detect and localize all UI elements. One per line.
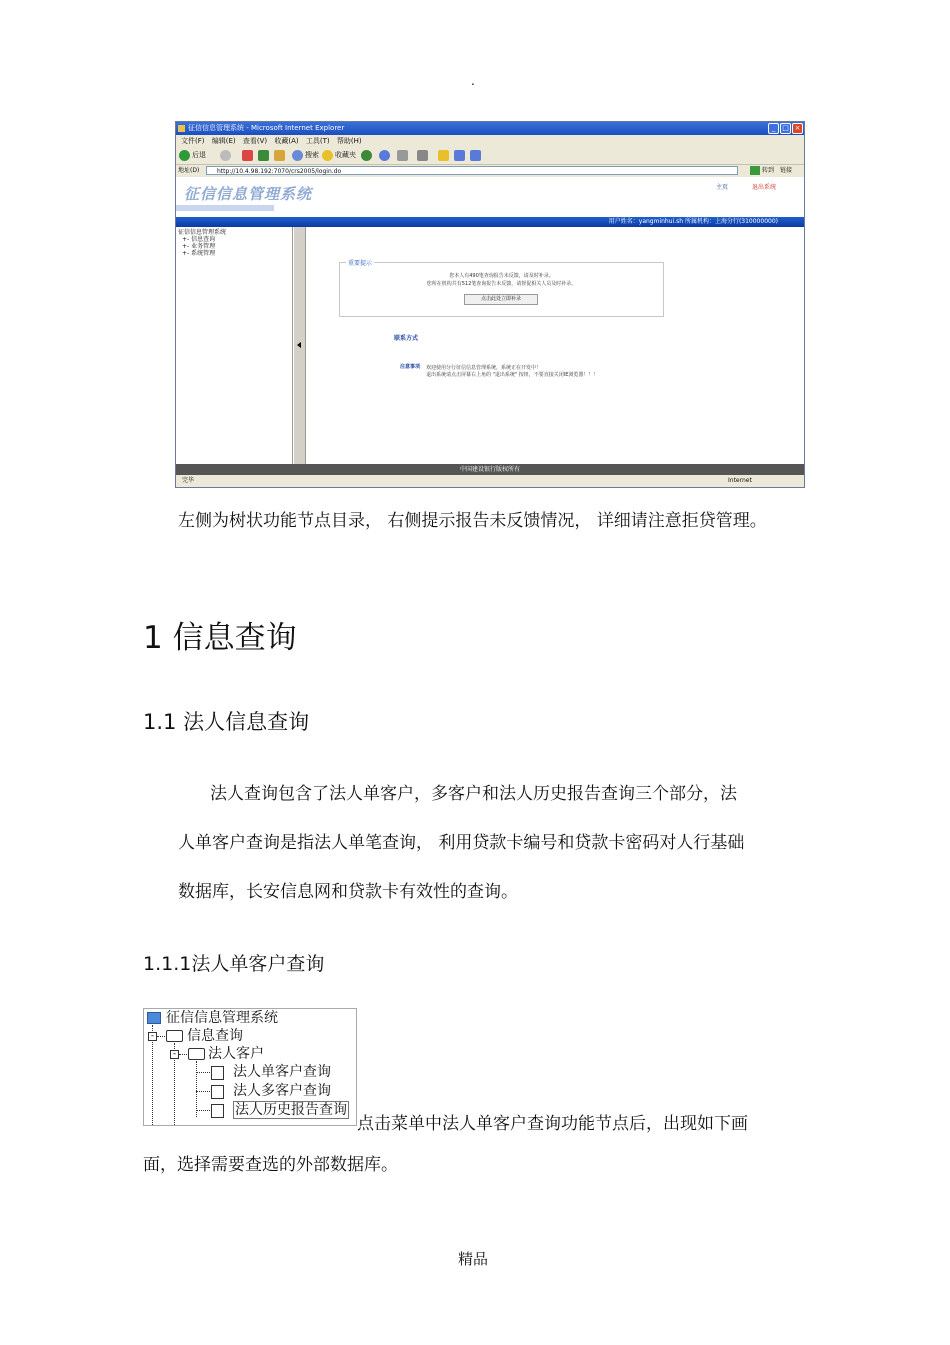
document-icon <box>211 1085 224 1099</box>
tree-guide-line <box>157 1036 165 1037</box>
heading-1-1-1: 1.1.1法人单客户查询 <box>143 953 325 975</box>
history-icon[interactable] <box>379 150 390 161</box>
toolbar <box>176 147 804 165</box>
status-bar <box>176 475 804 487</box>
zone-text: Internet <box>728 477 752 484</box>
forward-icon[interactable] <box>220 150 231 161</box>
para2-line1: 点击菜单中法人单客户查询功能节点后，出现如下画 <box>357 1114 748 1134</box>
snippet-leaf-history[interactable]: 法人历史报告查询 <box>235 1102 347 1118</box>
collapse-icon[interactable]: - <box>148 1032 157 1041</box>
notice-item-1: 欢迎使用分行征信信息管理系统，系统正在开发中！ <box>426 365 542 371</box>
tree-guide-line <box>196 1091 210 1092</box>
app-logo: 征信信息管理系统 <box>184 185 313 203</box>
collapse-icon[interactable]: - <box>170 1050 179 1059</box>
stop-icon[interactable] <box>242 150 253 161</box>
menu-file[interactable]: 文件(F) <box>181 137 205 145</box>
home-link[interactable]: 主页 <box>716 184 729 191</box>
logout-link[interactable]: 退出系统 <box>751 184 776 191</box>
menu-edit[interactable]: 编辑(E) <box>211 137 236 145</box>
address-input[interactable]: http://10.4.98.192:7070/crs2005/login.do <box>206 166 738 175</box>
tree-snippet-image <box>143 1008 357 1126</box>
snippet-level1-label[interactable]: 信息查询 <box>187 1028 243 1044</box>
snippet-leaf-single[interactable]: 法人单客户查询 <box>233 1064 331 1080</box>
function-tree <box>176 227 293 464</box>
favorites-icon[interactable] <box>322 150 333 161</box>
tree-guide-line <box>179 1054 187 1055</box>
user-info-bar <box>176 217 804 227</box>
tree-guide-line <box>196 1110 210 1111</box>
discuss-icon[interactable] <box>470 150 481 161</box>
tree-node-business[interactable]: +- 业务管理 <box>182 243 216 250</box>
heading-1: 1 信息查询 <box>143 620 297 656</box>
search-icon[interactable] <box>292 150 303 161</box>
copyright-bar: 中国建设银行版权所有 <box>176 464 804 475</box>
tree-node-system[interactable]: +- 系统管理 <box>182 250 216 257</box>
favorites-label[interactable]: 收藏夹 <box>335 151 356 159</box>
menu-favorites[interactable]: 收藏(A) <box>274 137 299 145</box>
links-label[interactable]: 链接 <box>780 167 793 174</box>
tree-guide-line <box>196 1072 210 1073</box>
heading-1-1: 1.1 法人信息查询 <box>143 710 310 734</box>
go-icon[interactable] <box>750 166 760 175</box>
main-content <box>306 227 804 464</box>
document-icon <box>211 1104 224 1118</box>
edit-icon[interactable] <box>438 150 449 161</box>
address-bar <box>176 165 804 177</box>
snippet-leaf-multi[interactable]: 法人多客户查询 <box>233 1083 331 1099</box>
panel-legend: 重要提示 <box>348 260 373 267</box>
home-icon[interactable] <box>274 150 285 161</box>
para1-line1: 法人查询包含了法人单客户，多客户和法人历史报告查询三个部分，法 <box>210 784 737 804</box>
go-button[interactable]: 转到 <box>762 167 775 174</box>
menu-tools[interactable]: 工具(T) <box>305 137 330 145</box>
document-icon <box>211 1066 224 1080</box>
status-text: 完毕 <box>182 477 195 484</box>
window-title: 征信信息管理系统 - Microsoft Internet Explorer <box>188 124 345 132</box>
logo-underline <box>176 205 274 211</box>
tree-node-query[interactable]: +- 信息查询 <box>182 236 216 243</box>
menu-view[interactable]: 查看(V) <box>242 137 268 145</box>
messenger-icon[interactable] <box>454 150 465 161</box>
snippet-level2-label[interactable]: 法人客户 <box>208 1046 264 1062</box>
menu-help[interactable]: 帮助(H) <box>336 137 362 145</box>
tree-root[interactable]: 征信信息管理系统 <box>178 229 227 236</box>
menu-bar <box>176 135 804 147</box>
folder-icon <box>166 1030 183 1042</box>
browser-screenshot <box>175 121 805 488</box>
contact-heading: 联系方式 <box>394 335 419 342</box>
minimize-icon[interactable]: _ <box>768 123 779 134</box>
para2-line2: 面，选择需要查选的外部数据库。 <box>143 1155 398 1175</box>
para1-line2: 人单客户查询是指法人单笔查询， 利用贷款卡编号和贷款卡密码对人行基础 <box>178 833 745 853</box>
page-footer: 精品 <box>458 1250 489 1268</box>
screenshot-caption: 左侧为树状功能节点目录， 右侧提示报告未反馈情况， 详细请注意拒贷管理。 <box>178 511 767 531</box>
search-label[interactable]: 搜索 <box>305 151 319 159</box>
notice-line-2: 您所在机构共有512笔查询报告未反馈，请督促相关人员及时补录。 <box>426 281 577 287</box>
notice-label: 注意事项 <box>400 364 421 370</box>
notice-item-2: 退出系统请点击屏幕右上角的 "退出系统" 按钮，不要直接关闭IE浏览器！！！ <box>426 372 599 378</box>
folder-icon <box>188 1048 205 1060</box>
mail-icon[interactable] <box>397 150 408 161</box>
ie-icon <box>178 125 185 132</box>
top-links <box>716 182 776 191</box>
computer-icon <box>147 1012 161 1024</box>
close-icon[interactable]: × <box>792 123 803 134</box>
page-marker: . <box>471 74 475 88</box>
frame-splitter[interactable] <box>294 227 306 464</box>
para1-line3: 数据库，长安信息网和贷款卡有效性的查询。 <box>178 882 518 902</box>
user-info: 用户姓名：yangminhui.sh 所属机构：上海分行(310000000) <box>608 218 778 225</box>
window-titlebar <box>176 122 804 135</box>
supplement-button[interactable]: 点击此处立即补录 <box>464 294 538 305</box>
print-icon[interactable] <box>417 150 428 161</box>
back-label[interactable]: 后退 <box>192 151 206 159</box>
maximize-icon[interactable]: □ <box>780 123 791 134</box>
address-label: 地址(D) <box>178 167 200 174</box>
collapse-arrow-icon[interactable] <box>297 342 301 348</box>
report-notice-panel <box>339 262 664 317</box>
media-icon[interactable] <box>361 150 372 161</box>
snippet-root-label: 征信信息管理系统 <box>166 1010 278 1026</box>
tree-guide-line <box>196 1061 197 1117</box>
refresh-icon[interactable] <box>258 150 269 161</box>
back-icon[interactable] <box>179 150 190 161</box>
app-banner <box>176 178 804 216</box>
notice-line-1: 您本人有490笔查询报告未反馈，请及时补录。 <box>449 273 554 279</box>
